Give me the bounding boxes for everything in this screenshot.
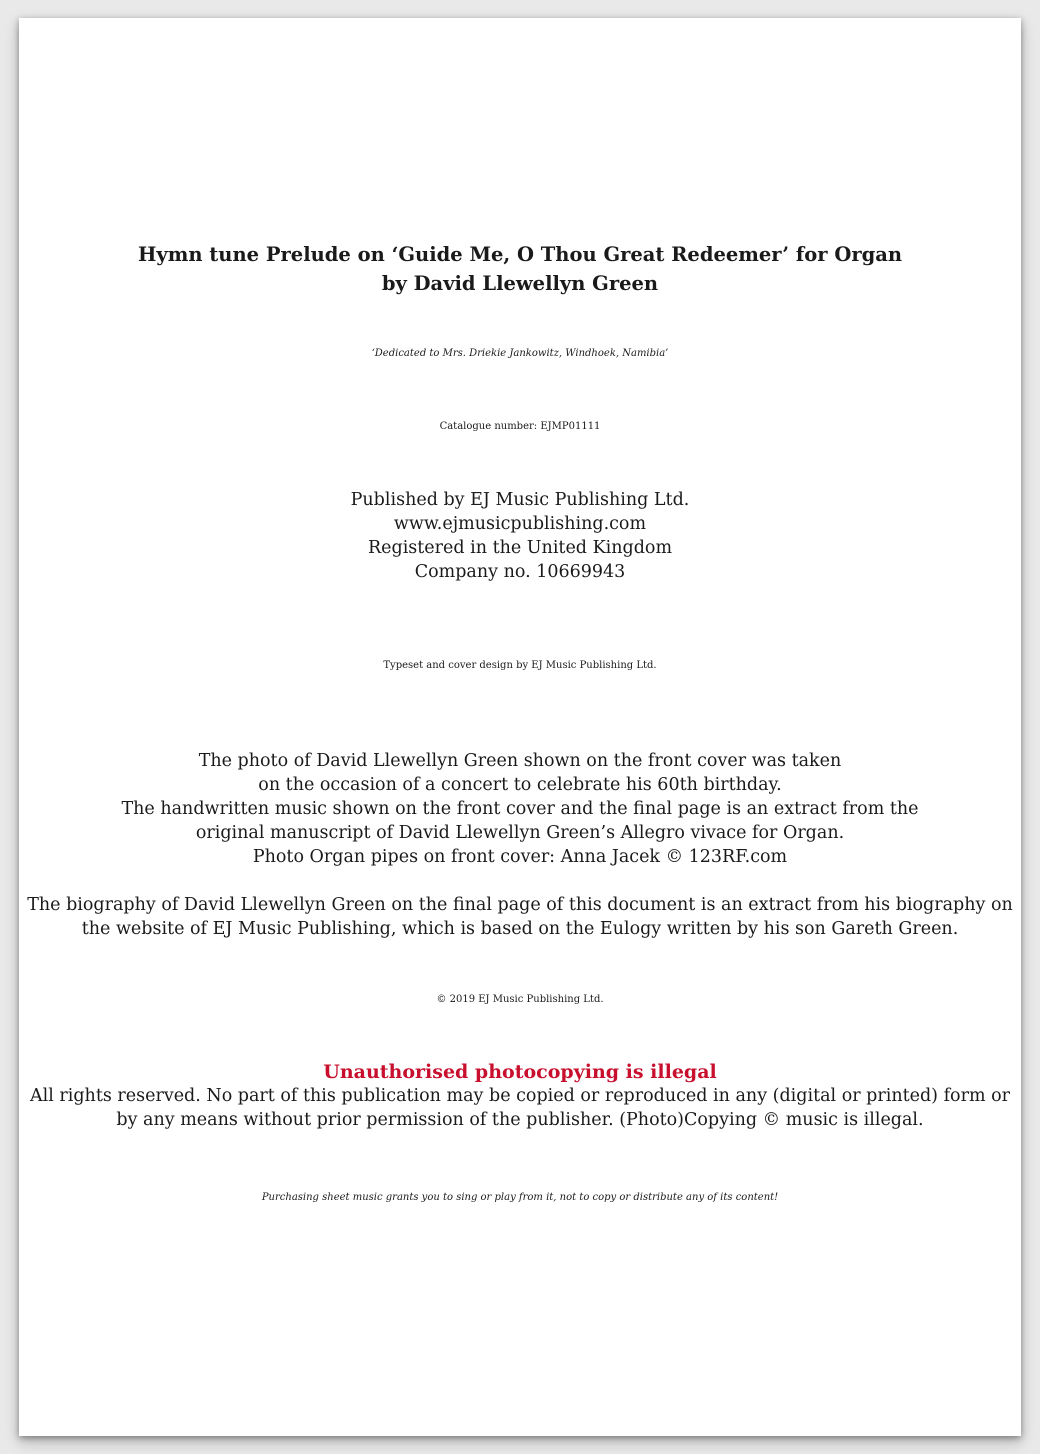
photo-credits-line-1: The photo of David Llewellyn Green shown on the front cover was taken — [198, 751, 842, 771]
publisher-line-3: Registered in the United Kingdom — [367, 538, 673, 558]
dedication: ‘Dedicated to Mrs. Driekie Jankowitz, Windhoek, Namibia’ — [371, 348, 669, 359]
document-page — [19, 18, 1021, 1436]
photo-credits — [19, 749, 1021, 869]
title-line-2: by David Llewellyn Green — [381, 272, 659, 295]
biography-line-1: The biography of David Llewellyn Green on the final page of this document is an extract from his biography on — [27, 895, 1013, 915]
photo-credits-line-5: Photo Organ pipes on front cover: Anna Jacek © 123RF.com — [252, 847, 788, 867]
document-title — [19, 240, 1021, 298]
catalogue-number: Catalogue number: EJMP01111 — [439, 421, 601, 432]
warning-line-2: by any means without prior permission of the publisher. (Photo)Copying © music is illegal. — [116, 1110, 924, 1130]
publisher-info — [19, 488, 1021, 584]
warning-line-1: All rights reserved. No part of this publication may be copied or reproduced in any (digital or printed) form or — [29, 1086, 1011, 1106]
photo-credits-line-4: original manuscript of David Llewellyn Green’s Allegro vivace for Organ. — [195, 823, 845, 843]
publisher-company-number: Company no. 10669943 — [414, 562, 626, 582]
title-line-1: Hymn tune Prelude on ‘Guide Me, O Thou Great Redeemer’ for Organ — [137, 243, 903, 266]
photo-credits-line-2: on the occasion of a concert to celebrate his 60th birthday. — [258, 775, 782, 795]
biography-note — [19, 893, 1021, 941]
copying-warning — [19, 1060, 1021, 1132]
purchasing-note: Purchasing sheet music grants you to sing or play from it, not to copy or distribute any of its content! — [261, 1192, 779, 1203]
copyright-notice: © 2019 EJ Music Publishing Ltd. — [436, 994, 604, 1005]
biography-line-2: the website of EJ Music Publishing, which is based on the Eulogy written by his son Gareth Green. — [81, 919, 959, 939]
publisher-line-1: Published by EJ Music Publishing Ltd. — [350, 490, 690, 510]
publisher-website: www.ejmusicpublishing.com — [393, 514, 647, 534]
typeset-credit: Typeset and cover design by EJ Music Publishing Ltd. — [383, 660, 657, 671]
warning-heading: Unauthorised photocopying is illegal — [323, 1061, 717, 1083]
photo-credits-line-3: The handwritten music shown on the front cover and the final page is an extract from the — [121, 799, 919, 819]
